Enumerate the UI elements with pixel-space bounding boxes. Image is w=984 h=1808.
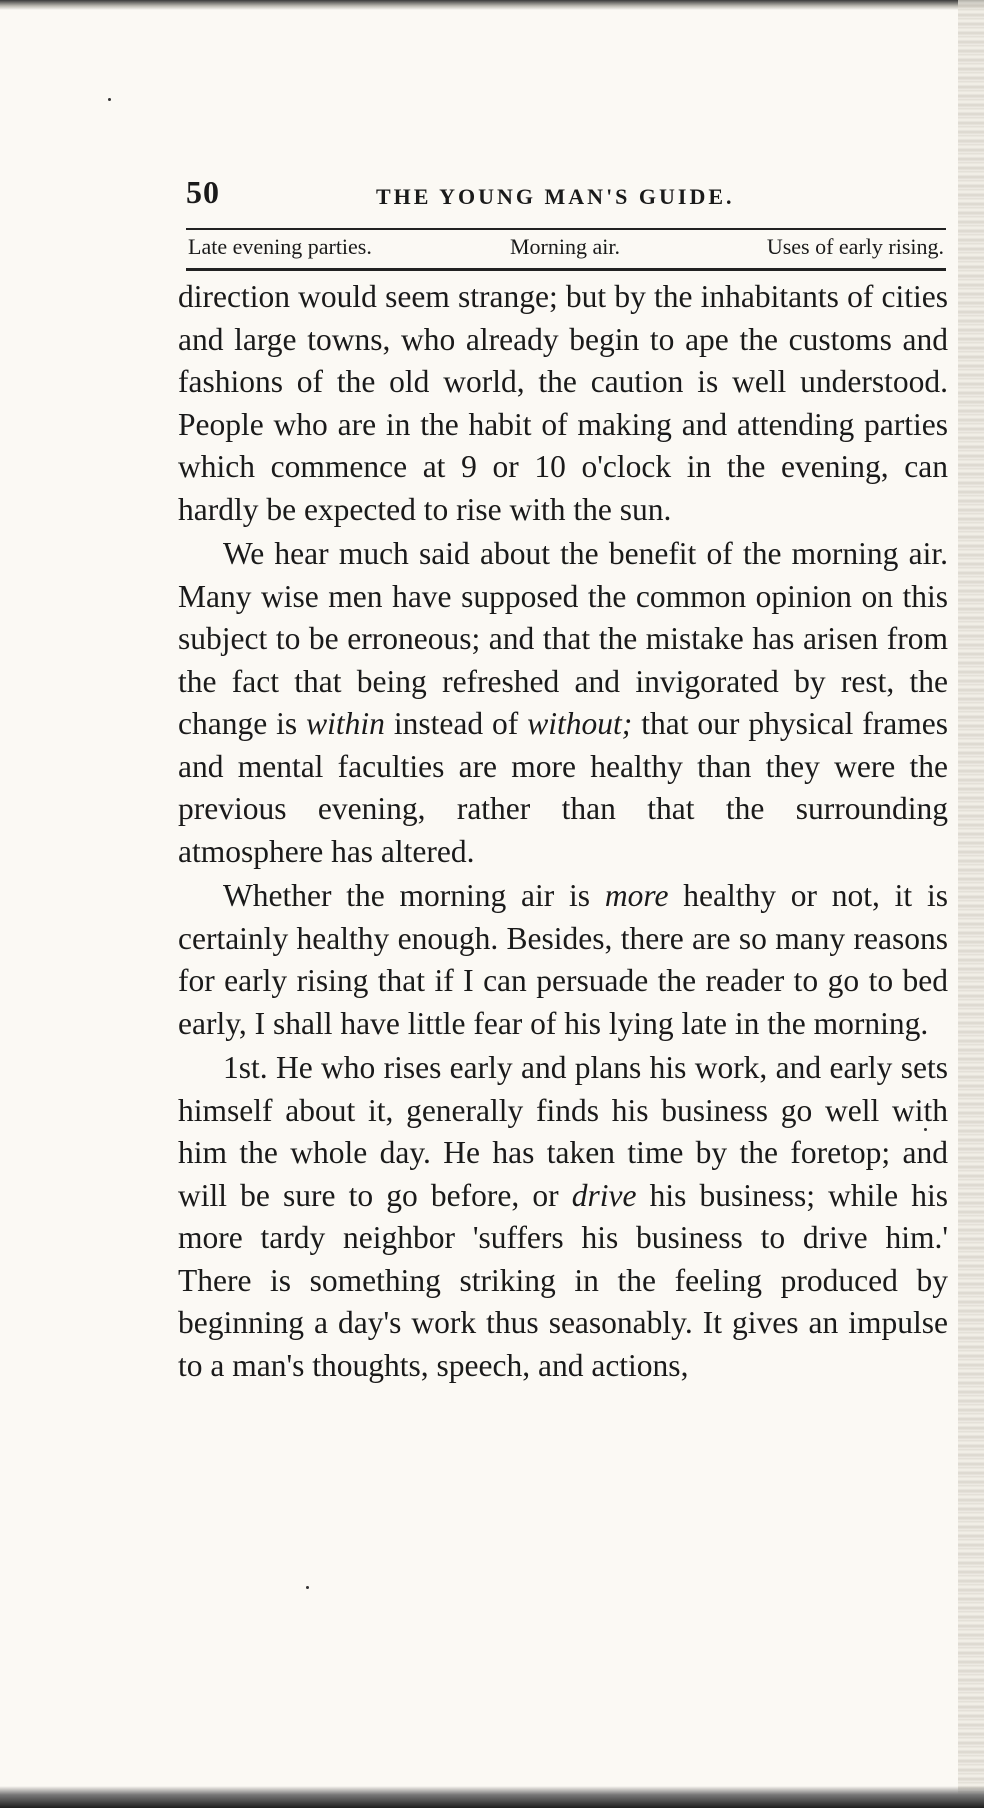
page-number: 50 xyxy=(186,174,220,210)
paragraph xyxy=(178,276,948,531)
text-run: his business; while his more tardy neighbor 'suffers his business to drive him.' There is something striking in the feeling produced by beginning a day's work thus seasonably. It gives an impulse to a man's thoughts, speech, and actions, xyxy=(178,1177,949,1383)
paper-speck xyxy=(306,1586,309,1589)
header-rule-top xyxy=(186,228,946,230)
text-run: We hear much said about the benefit of the morning air. Many wise men have supposed the common opinion on this subject to be erroneous; and that the mistake has arisen from the fact that being refreshed and invigorated by rest, the change is xyxy=(178,536,948,741)
topic-heading: Late evening parties. xyxy=(188,234,372,259)
italic-text: within xyxy=(306,706,385,741)
page-header xyxy=(186,172,946,216)
header-rule-bottom xyxy=(186,268,946,271)
paragraph xyxy=(178,875,948,1045)
topic-heading: Uses of early rising. xyxy=(766,234,944,259)
page-bottom-edge xyxy=(0,1786,984,1808)
running-title: THE YOUNG MAN'S GUIDE. xyxy=(376,184,735,209)
text-run: direction would seem strange; but by the inhabitants of cities and large towns, who already begin to ape the customs and fashions of the old world, the caution is well understood. People who are in the habit of making and attending parties which commence at 9 or 10 o'clock in the evening, can hardly be expected to rise with the sun. xyxy=(178,279,948,527)
topic-headings xyxy=(188,232,944,264)
italic-text: more xyxy=(604,878,669,913)
text-run: that our physical frames and mental faculties are more healthy than they were the previous evening, rather than that the surrounding atmosphere has altered. xyxy=(178,706,948,869)
text-run: healthy or not, it is certainly healthy enough. Besides, there are so many reasons for early rising that if I can persuade the reader to go to bed early, I shall have little fear of his lying late in the morning. xyxy=(178,878,948,1041)
italic-text: drive xyxy=(571,1177,637,1213)
italic-text: without; xyxy=(527,706,633,741)
text-run: Whether the morning air is xyxy=(223,878,605,913)
paragraph xyxy=(178,533,948,873)
text-run: 1st. He who rises early and plans his work, and early sets himself about it, generally finds his business go well with him the whole day. He has taken time by the foretop; and will be sure to go before, or xyxy=(178,1050,948,1213)
page-right-edge xyxy=(958,0,984,1808)
text-run: instead of xyxy=(384,706,528,741)
paragraph xyxy=(178,1047,948,1387)
paper-speck xyxy=(108,98,111,101)
body-text xyxy=(178,276,948,1389)
page-top-edge xyxy=(0,0,984,10)
topic-heading: Morning air. xyxy=(510,234,620,259)
